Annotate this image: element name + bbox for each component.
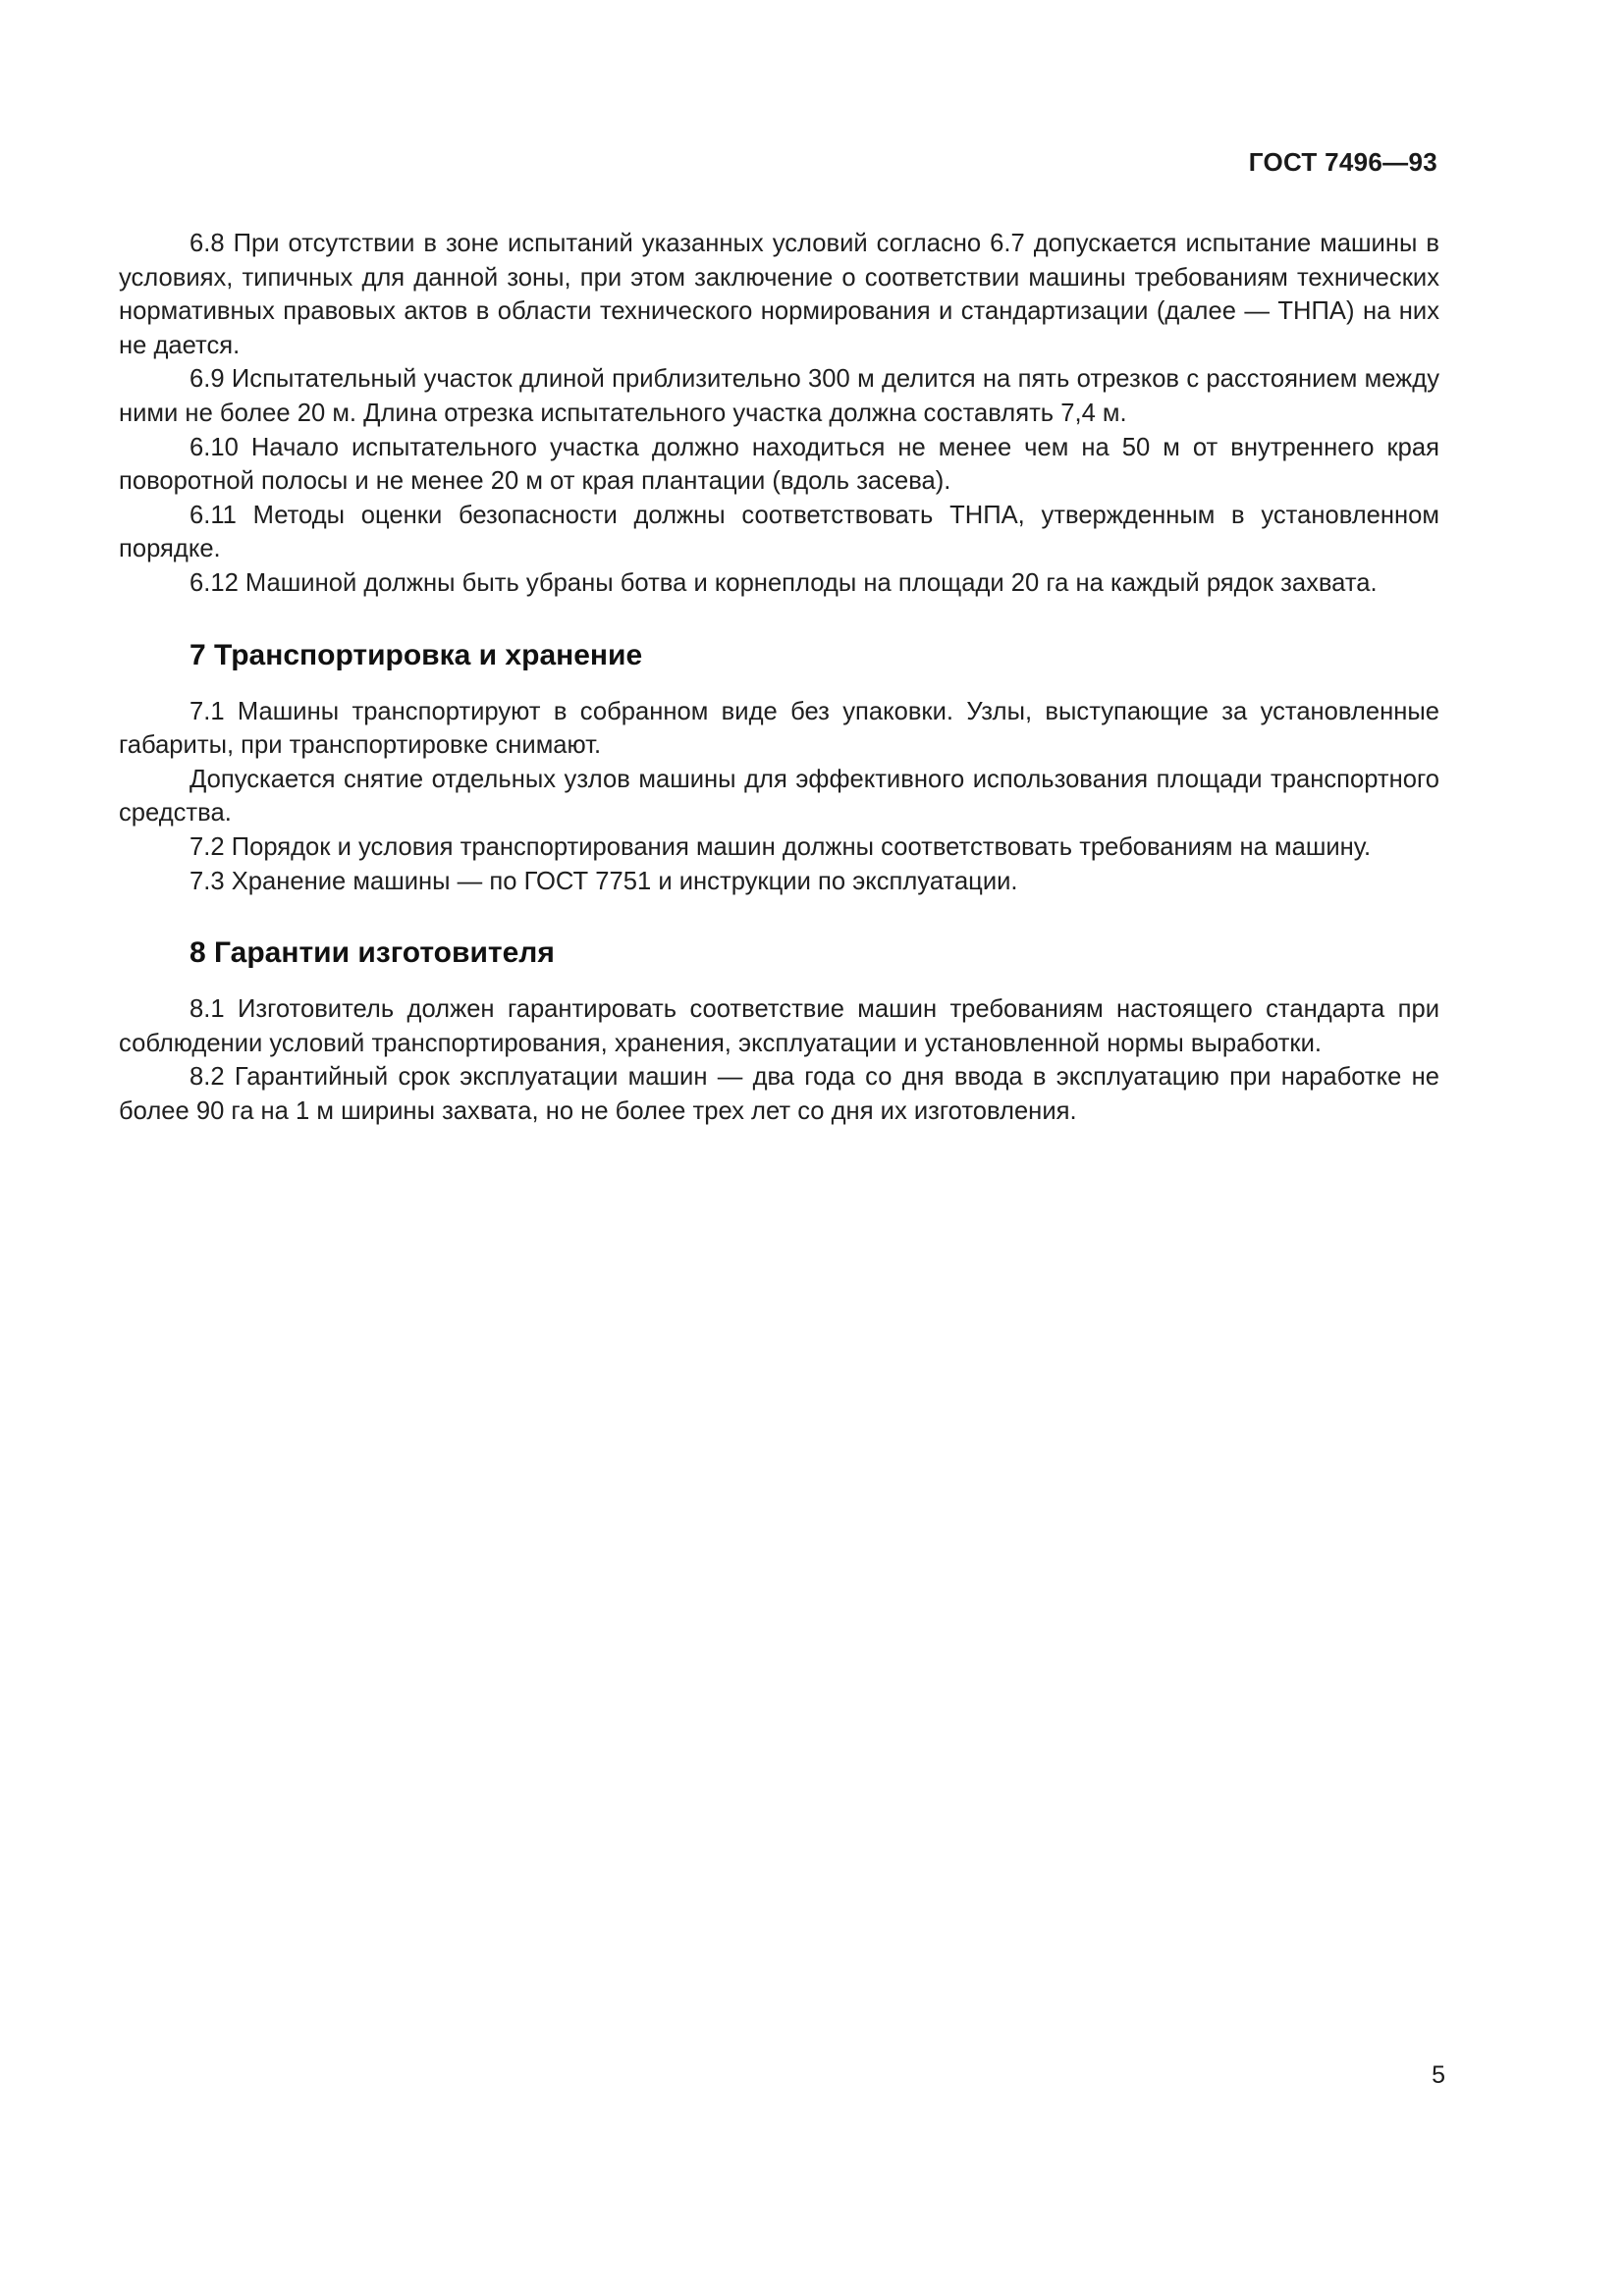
paragraph-7-3: 7.3 Хранение машины — по ГОСТ 7751 и инструкции по эксплуатации. [189, 867, 1018, 895]
paragraph-8-1: 8.1 Изготовитель должен гарантировать соответствие машин требованиям настоящего стандарта при соблюдении условий транспортирования, хранения, эксплуатации и установленной нормы выработки. [119, 995, 1439, 1057]
paragraph-6-12: 6.12 Машиной должны быть убраны ботва и корнеплоды на площади 20 га на каждый рядок захвата. [189, 568, 1378, 597]
page-number: 5 [1432, 2061, 1445, 2089]
paragraph-7-2: 7.2 Порядок и условия транспортирования машин должны соответствовать требованиям на машину. [189, 832, 1372, 861]
document-body [119, 227, 1439, 1128]
paragraph-8-2: 8.2 Гарантийный срок эксплуатации машин — два года со дня ввода в эксплуатацию при наработке не более 90 га на 1 м ширины захвата, но не более трех лет со дня их изготовления. [119, 1063, 1439, 1125]
section-title-7: 7 Транспортировка и хранение [189, 638, 643, 671]
paragraph-6-9: 6.9 Испытательный участок длиной приблизительно 300 м делится на пять отрезков с расстоянием между ними не более 20 м. Длина отрезка испытательного участка должна составлять 7,4 м. [119, 365, 1439, 427]
section-title-8: 8 Гарантии изготовителя [189, 936, 555, 970]
paragraph-6-8: 6.8 При отсутствии в зоне испытаний указанных условий согласно 6.7 допускается испытание машины в условиях, типичных для данной зоны, при этом заключение о соответствии машины требованиям технических нормативных правовых актов в области технического нормирования и стандартизации (далее — ТНПА) на них не дается. [119, 230, 1439, 359]
paragraph-7-1-note: Допускается снятие отдельных узлов машины для эффективного использования площади транспортного средства. [119, 765, 1439, 828]
paragraph-7-1: 7.1 Машины транспортируют в собранном виде без упаковки. Узлы, выступающие за установленные габариты, при транспортировке снимают. [119, 697, 1439, 760]
paragraph-6-11: 6.11 Методы оценки безопасности должны соответствовать ТНПА, утвержденным в установленном порядке. [119, 501, 1439, 563]
document-code-header: ГОСТ 7496—93 [1248, 147, 1437, 177]
paragraph-6-10: 6.10 Начало испытательного участка должно находиться не менее чем на 50 м от внутреннего края поворотной полосы и не менее 20 м от края плантации (вдоль засева). [119, 433, 1439, 496]
